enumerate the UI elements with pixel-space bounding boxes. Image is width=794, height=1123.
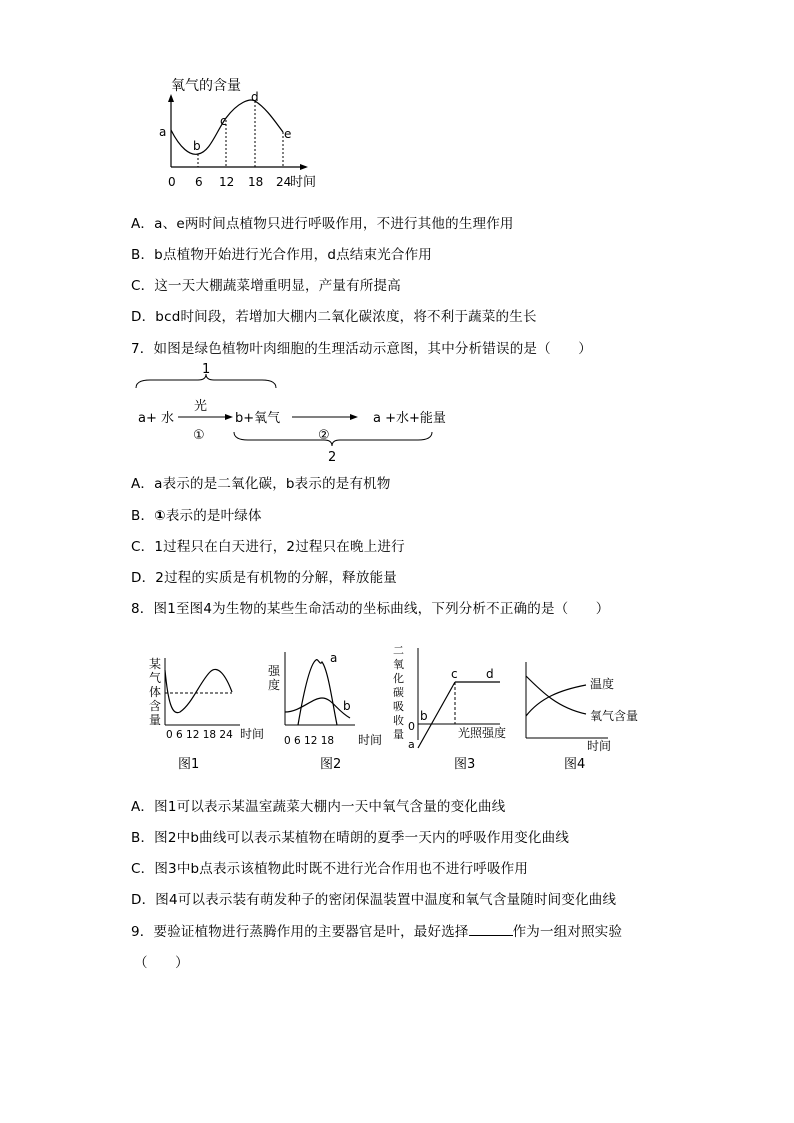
q7-option-d: D．2过程的实质是有机物的分解，释放能量: [131, 570, 397, 586]
q6-option-d: D．bcd时间段，若增加大棚内二氧化碳浓度，将不利于蔬菜的生长: [131, 309, 537, 325]
fig2-b: b: [343, 699, 351, 713]
point-d: d: [251, 90, 259, 104]
fig3-ylabel-4: 碳: [393, 686, 404, 699]
q6-option-c: C．这一天大棚蔬菜增重明显，产量有所提高: [131, 278, 401, 294]
tick-24: 24: [276, 175, 292, 189]
fig2-xlabel: 时间: [358, 733, 383, 747]
fig2-a: a: [330, 651, 338, 665]
q7-option-b: B．①表示的是叶绿体: [131, 508, 262, 524]
brace-bottom-label: 2: [328, 450, 337, 465]
fig2-ylabel-2: 度: [268, 678, 281, 692]
fig4-label-oxygen: 氧气含量: [590, 709, 639, 723]
fig3-origin: 0: [408, 720, 415, 733]
figure-1: [149, 657, 264, 772]
fig2-caption: 图2: [320, 757, 342, 772]
fig1-ylabel-2: 气: [149, 671, 162, 685]
fig1-ticks: 0 6 12 18 24: [166, 729, 233, 741]
fig3-ylabel-1: 二: [393, 644, 404, 657]
fig3-ylabel-7: 量: [393, 728, 404, 741]
fig3-caption: 图3: [454, 757, 476, 772]
tick-origin: 0: [168, 175, 176, 189]
tick-6: 6: [195, 175, 203, 189]
figure-3: [393, 644, 506, 772]
fig1-xlabel: 时间: [240, 727, 265, 741]
fig1-ylabel-3: 体: [149, 685, 162, 699]
fig3-ylabel-5: 吸: [393, 700, 404, 713]
fig3-xlabel: 光照强度: [458, 726, 507, 740]
fig1-ylabel-1: 某: [149, 657, 162, 671]
figure-2: [268, 651, 382, 772]
q8-figures: [140, 640, 660, 775]
fig1-ylabel-5: 量: [149, 713, 162, 727]
arrow1-sub: ①: [193, 428, 205, 443]
fig3-b: b: [420, 709, 428, 723]
tick-12: 12: [219, 175, 235, 189]
fig3-ylabel-3: 化: [393, 672, 404, 685]
fig1-caption: 图1: [178, 757, 200, 772]
q9-answer-blank: [469, 925, 513, 936]
tick-18: 18: [248, 175, 264, 189]
diagram-middle: b+氧气: [235, 411, 281, 426]
fig2-ticks: 0 6 12 18: [284, 735, 335, 747]
q7-stem: 7．如图是绿色植物叶肉细胞的生理活动示意图，其中分析错误的是（ ）: [131, 341, 592, 357]
fig4-label-temperature: 温度: [590, 677, 615, 691]
fig3-ylabel-2: 氧: [393, 658, 404, 671]
fig3-c: c: [451, 667, 458, 681]
q9-paren: （ ）: [134, 955, 189, 971]
graph-xlabel: 时间: [290, 175, 317, 190]
q9-stem: 9．要验证植物进行蒸腾作用的主要器官是叶，最好选择 作为一组对照实验: [131, 924, 623, 940]
arrow1-label: 光: [194, 399, 208, 414]
brace-top-label: 1: [202, 362, 211, 377]
point-c: c: [220, 114, 227, 128]
q7-option-a: A．a表示的是二氧化碳，b表示的是有机物: [131, 476, 391, 492]
fig3-d: d: [486, 667, 494, 681]
diagram-left: a+ 水: [138, 411, 174, 426]
point-e: e: [284, 127, 292, 141]
q7-option-c: C．1过程只在白天进行，2过程只在晚上进行: [131, 539, 405, 555]
fig1-ylabel-4: 含: [149, 699, 162, 713]
q8-option-a: A．图1可以表示某温室蔬菜大棚内一天中氧气含量的变化曲线: [131, 799, 506, 815]
q8-option-b: B．图2中b曲线可以表示某植物在晴朗的夏季一天内的呼吸作用变化曲线: [131, 830, 570, 846]
oxygen-content-graph: [150, 70, 350, 195]
q8-option-c: C．图3中b点表示该植物此时既不进行光合作用也不进行呼吸作用: [131, 861, 529, 877]
fig4-caption: 图4: [564, 757, 586, 772]
photosynthesis-diagram: [130, 360, 460, 465]
q8-stem: 8．图1至图4为生物的某些生命活动的坐标曲线，下列分析不正确的是（ ）: [131, 601, 610, 617]
graph-ylabel: 氧气的含量: [171, 78, 241, 94]
q8-option-d: D．图4可以表示装有萌发种子的密闭保温装置中温度和氧气含量随时间变化曲线: [131, 892, 617, 908]
point-a: a: [159, 125, 167, 139]
fig4-xlabel: 时间: [587, 739, 612, 753]
diagram-right: a +水+能量: [373, 411, 446, 426]
point-b: b: [193, 139, 201, 153]
q6-option-a: A．a、e两时间点植物只进行呼吸作用，不进行其他的生理作用: [131, 216, 514, 232]
fig3-a: a: [408, 738, 415, 751]
q6-option-b: B．b点植物开始进行光合作用，d点结束光合作用: [131, 247, 433, 263]
figure-4: [526, 662, 638, 772]
arrow2-sub: ②: [318, 428, 330, 443]
fig3-ylabel-6: 收: [393, 714, 404, 727]
fig2-ylabel-1: 强: [268, 664, 281, 678]
